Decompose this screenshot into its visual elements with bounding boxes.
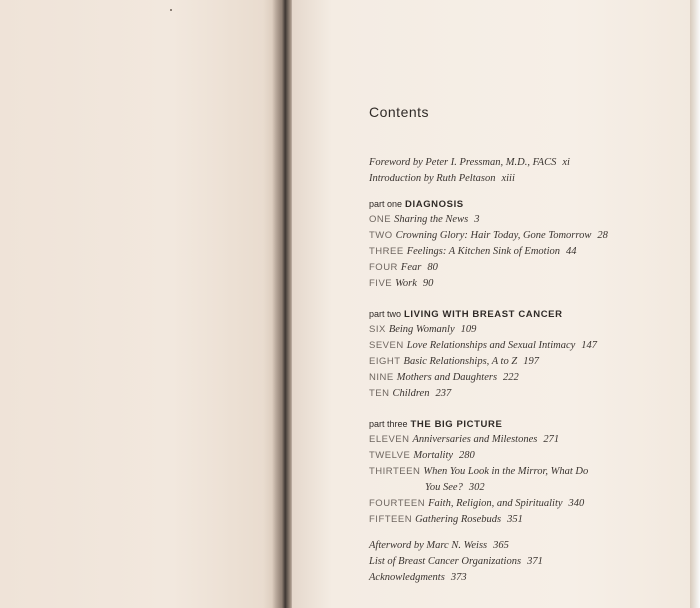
toc-entry: FIVE Work 90	[369, 278, 434, 289]
toc-entry: TEN Children 237	[369, 388, 452, 399]
toc-entry: SEVEN Love Relationships and Sexual Intimacy 147	[369, 340, 598, 351]
page-edge	[690, 0, 700, 608]
left-page	[0, 0, 286, 608]
toc-entry: TWELVE Mortality 280	[369, 450, 475, 461]
part-heading: part two LIVING WITH BREAST CANCER	[369, 309, 563, 320]
toc-entry: THIRTEEN When You Look in the Mirror, What Do	[369, 466, 589, 477]
toc-entry: NINE Mothers and Daughters 222	[369, 372, 519, 383]
toc-entry: FOURTEEN Faith, Religion, and Spirituality 340	[369, 498, 585, 509]
toc-entry-continuation: You See? 302	[425, 482, 485, 493]
part-heading: part three THE BIG PICTURE	[369, 419, 503, 430]
toc-entry: FOUR Fear 80	[369, 262, 438, 273]
toc-entry: SIX Being Womanly 109	[369, 324, 477, 335]
page-title: Contents	[369, 104, 430, 120]
toc-entry: ELEVEN Anniversaries and Milestones 271	[369, 434, 560, 445]
toc-entry: ONE Sharing the News 3	[369, 214, 480, 225]
book-gutter	[272, 0, 294, 608]
toc-entry: FIFTEEN Gathering Rosebuds 351	[369, 514, 523, 525]
toc-entry-foreword: Foreword by Peter I. Pressman, M.D., FACS xi	[369, 157, 570, 168]
toc-entry-introduction: Introduction by Ruth Peltason xiii	[369, 173, 515, 184]
toc-entry-afterword: Afterword by Marc N. Weiss 365	[369, 540, 509, 551]
toc-entry: TWO Crowning Glory: Hair Today, Gone Tomorrow 28	[369, 230, 608, 241]
toc-entry: EIGHT Basic Relationships, A to Z 197	[369, 356, 539, 367]
toc-entry-acknowledgments: Acknowledgments 373	[369, 572, 467, 583]
toc-entry: THREE Feelings: A Kitchen Sink of Emotion 44	[369, 246, 577, 257]
toc-entry-organizations: List of Breast Cancer Organizations 371	[369, 556, 543, 567]
part-heading: part one DIAGNOSIS	[369, 199, 464, 210]
paper-speck	[170, 9, 172, 11]
